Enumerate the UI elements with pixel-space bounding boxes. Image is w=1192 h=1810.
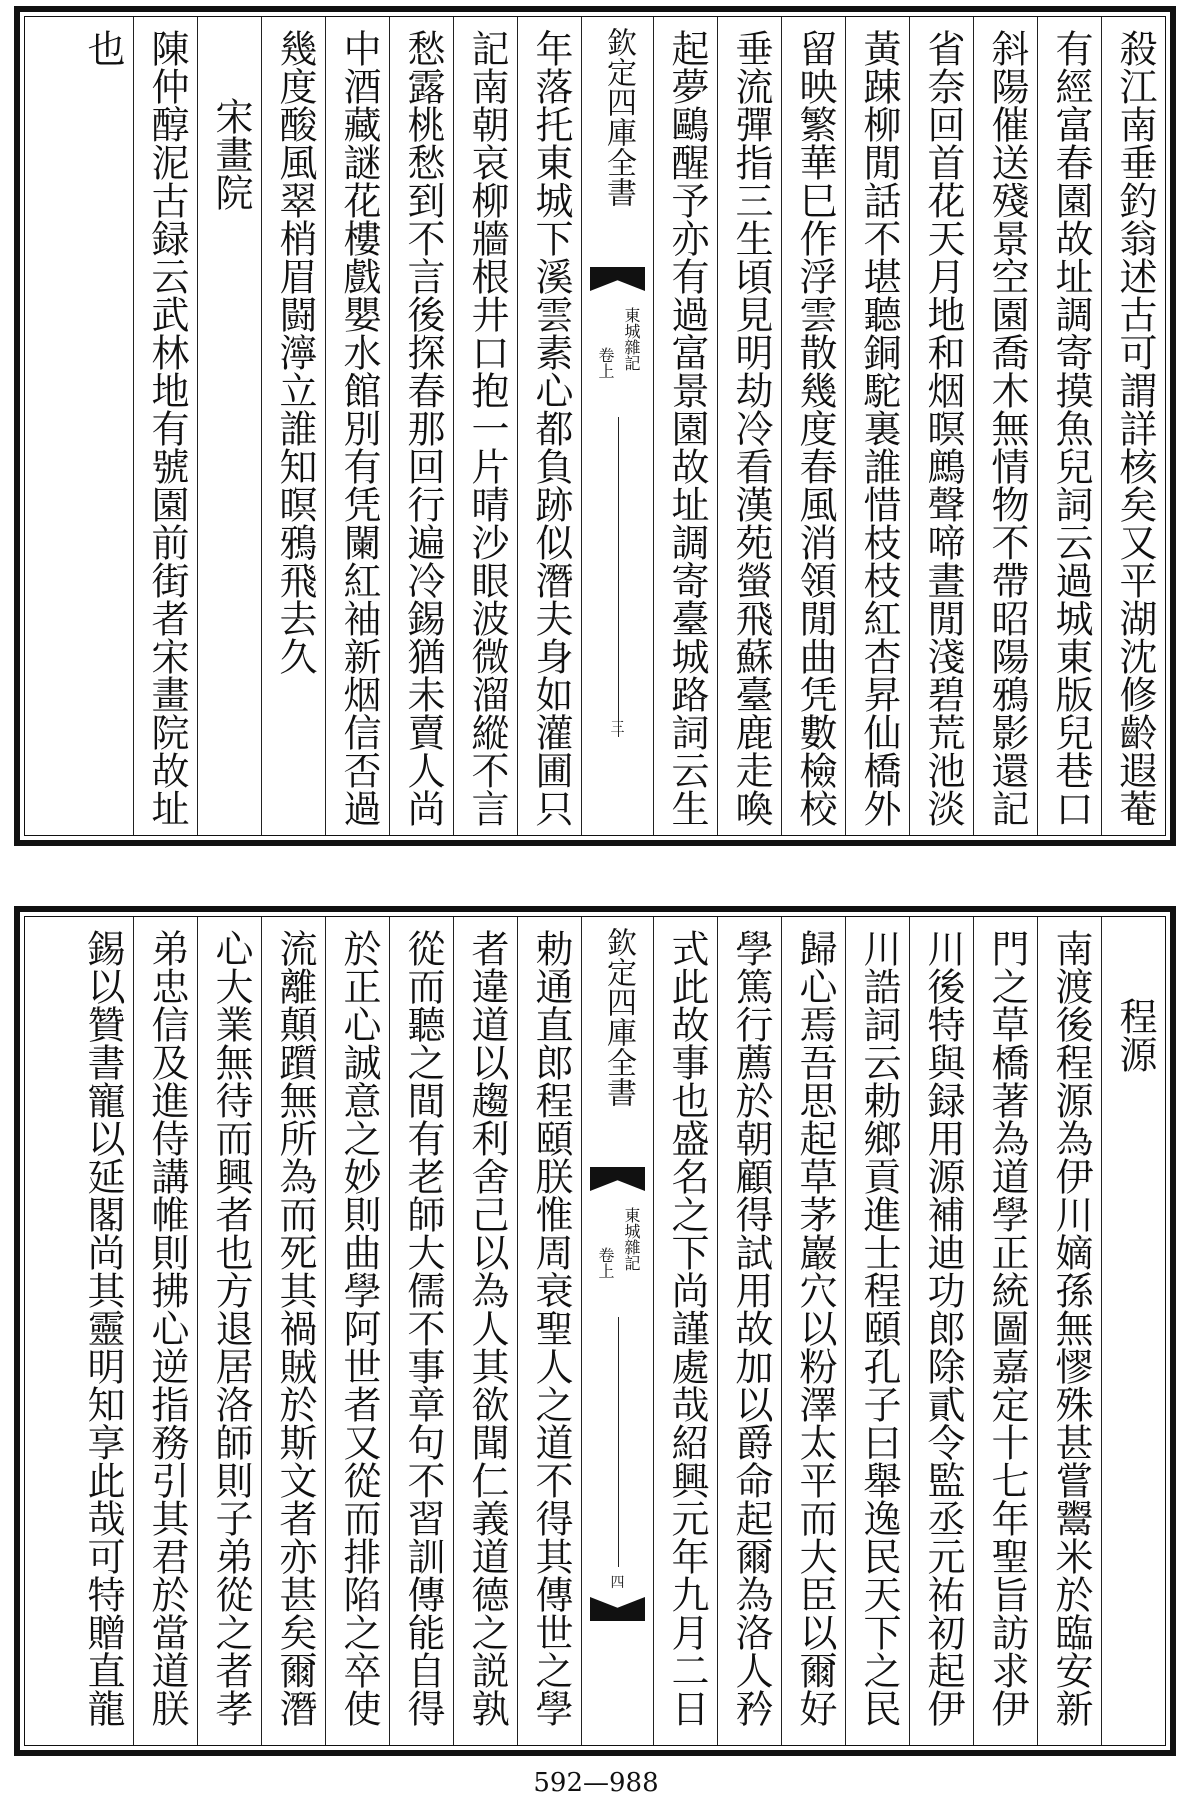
page-number: 四 bbox=[610, 1575, 625, 1591]
center-title: 欽定四庫全書 bbox=[601, 927, 636, 1107]
text-column: 弟忠信及進侍講帷則拂心逆指務引其君於當道朕 bbox=[133, 917, 197, 1745]
text-column: 年落托東城下溪雲素心都負跡似潛夫身如灌圃只 bbox=[517, 17, 581, 835]
upper-page-frame bbox=[24, 16, 1166, 836]
text-column: 幾度酸風翠梢眉闘濘立誰知暝鴉飛去久 bbox=[261, 17, 325, 835]
text-column: 留映繁華巳作浮雲散幾度春風消領閒曲凭數檢校 bbox=[781, 17, 845, 835]
text-column: 從而聽之間有老師大儒不事章句不習訓傳能自得 bbox=[389, 917, 453, 1745]
section-heading: 宋畫院 bbox=[197, 17, 261, 835]
text-column: 心大業無待而興者也方退居洛師則子弟從之者孝 bbox=[197, 917, 261, 1745]
text-column: 錫以贊書寵以延閣尚其靈明知享此哉可特贈直龍 bbox=[81, 929, 125, 1727]
text-column: 殺江南垂釣翁述古可謂詳核矣又平湖沈修齡遐菴 bbox=[1101, 17, 1165, 835]
upper-page-columns bbox=[25, 17, 1165, 835]
center-rule bbox=[618, 417, 619, 737]
center-fold bbox=[581, 17, 653, 835]
text-column: 斜陽催送殘景空園喬木無情物不帶昭陽鴉影還記 bbox=[973, 17, 1037, 835]
lower-page-frame bbox=[24, 916, 1166, 1746]
text-column: 學篤行薦於朝顧得試用故加以爵命起爾為洛人矜 bbox=[717, 917, 781, 1745]
page-footer-number: 592—988 bbox=[533, 1768, 659, 1798]
text-column: 記南朝哀柳牆根井口抱一片晴沙眼波微溜縱不言 bbox=[453, 17, 517, 835]
text-column: 垂流彈指三生頃見明劫冷看漢苑螢飛蘇臺鹿走喚 bbox=[717, 17, 781, 835]
lower-page bbox=[14, 906, 1176, 1756]
fish-tail-mark-lower bbox=[590, 1597, 645, 1621]
text-column: 中酒藏謎花樓戲嬰水館別有凭闌紅袖新烟信否過 bbox=[325, 17, 389, 835]
text-column: 愁露桃愁到不言後探春那回行遍冷錫猶未賣人尚 bbox=[389, 17, 453, 835]
text-column: 也 bbox=[81, 29, 125, 67]
center-book-title: 東城雜記 bbox=[622, 307, 641, 371]
text-column: 黃踈柳閒話不堪聽銅駝裏誰惜枝枝紅杏昇仙橋外 bbox=[845, 17, 909, 835]
center-fold bbox=[581, 917, 653, 1745]
text-column: 勅通直郎程頤朕惟周衰聖人之道不得其傳世之學 bbox=[517, 917, 581, 1745]
center-title: 欽定四庫全書 bbox=[601, 27, 636, 207]
text-column: 有經富春園故址調寄摸魚兒詞云過城東版兒巷口 bbox=[1037, 17, 1101, 835]
fish-tail-mark bbox=[590, 267, 645, 291]
text-column: 省奈回首花天月地和烟暝鷓聲啼晝閒淺碧荒池淡 bbox=[909, 17, 973, 835]
text-column: 川誥詞云勅鄉貢進士程頤孔子曰舉逸民天下之民 bbox=[845, 917, 909, 1745]
text-column: 門之草橋著為道學正統圖嘉定十七年聖旨訪求伊 bbox=[973, 917, 1037, 1745]
text-column: 於正心誠意之妙則曲學阿世者又從而排陷之卒使 bbox=[325, 917, 389, 1745]
section-heading: 程源 bbox=[1101, 917, 1165, 1745]
text-column: 歸心焉吾思起草茅巖穴以粉澤太平而大臣以爾好 bbox=[781, 917, 845, 1745]
text-column: 川後特與録用源補迪功郎除貳令監丞元祐初起伊 bbox=[909, 917, 973, 1745]
center-volume: 卷上 bbox=[596, 1247, 615, 1279]
text-column: 式此故事也盛名之下尚謹處哉紹興元年九月二日 bbox=[653, 917, 717, 1745]
text-column: 者違道以趨利舍己以為人其欲聞仁義道德之説孰 bbox=[453, 917, 517, 1745]
text-column: 起夢鷗醒予亦有過富景園故址調寄臺城路詞云生 bbox=[653, 17, 717, 835]
lower-page-columns bbox=[25, 917, 1165, 1745]
text-column: 流離顛躓無所為而死其禍賊於斯文者亦甚矣爾潛 bbox=[261, 917, 325, 1745]
center-volume: 卷上 bbox=[596, 347, 615, 379]
text-column: 南渡後程源為伊川嫡孫無憀殊甚嘗鬻米於臨安新 bbox=[1037, 917, 1101, 1745]
upper-page bbox=[14, 6, 1176, 846]
page-number: 三 bbox=[610, 720, 625, 736]
center-rule bbox=[618, 1317, 619, 1567]
text-column: 陳仲醇泥古録云武林地有號園前街者宋畫院故址 bbox=[133, 17, 197, 835]
fish-tail-mark bbox=[590, 1167, 645, 1191]
center-book-title: 東城雜記 bbox=[622, 1207, 641, 1271]
